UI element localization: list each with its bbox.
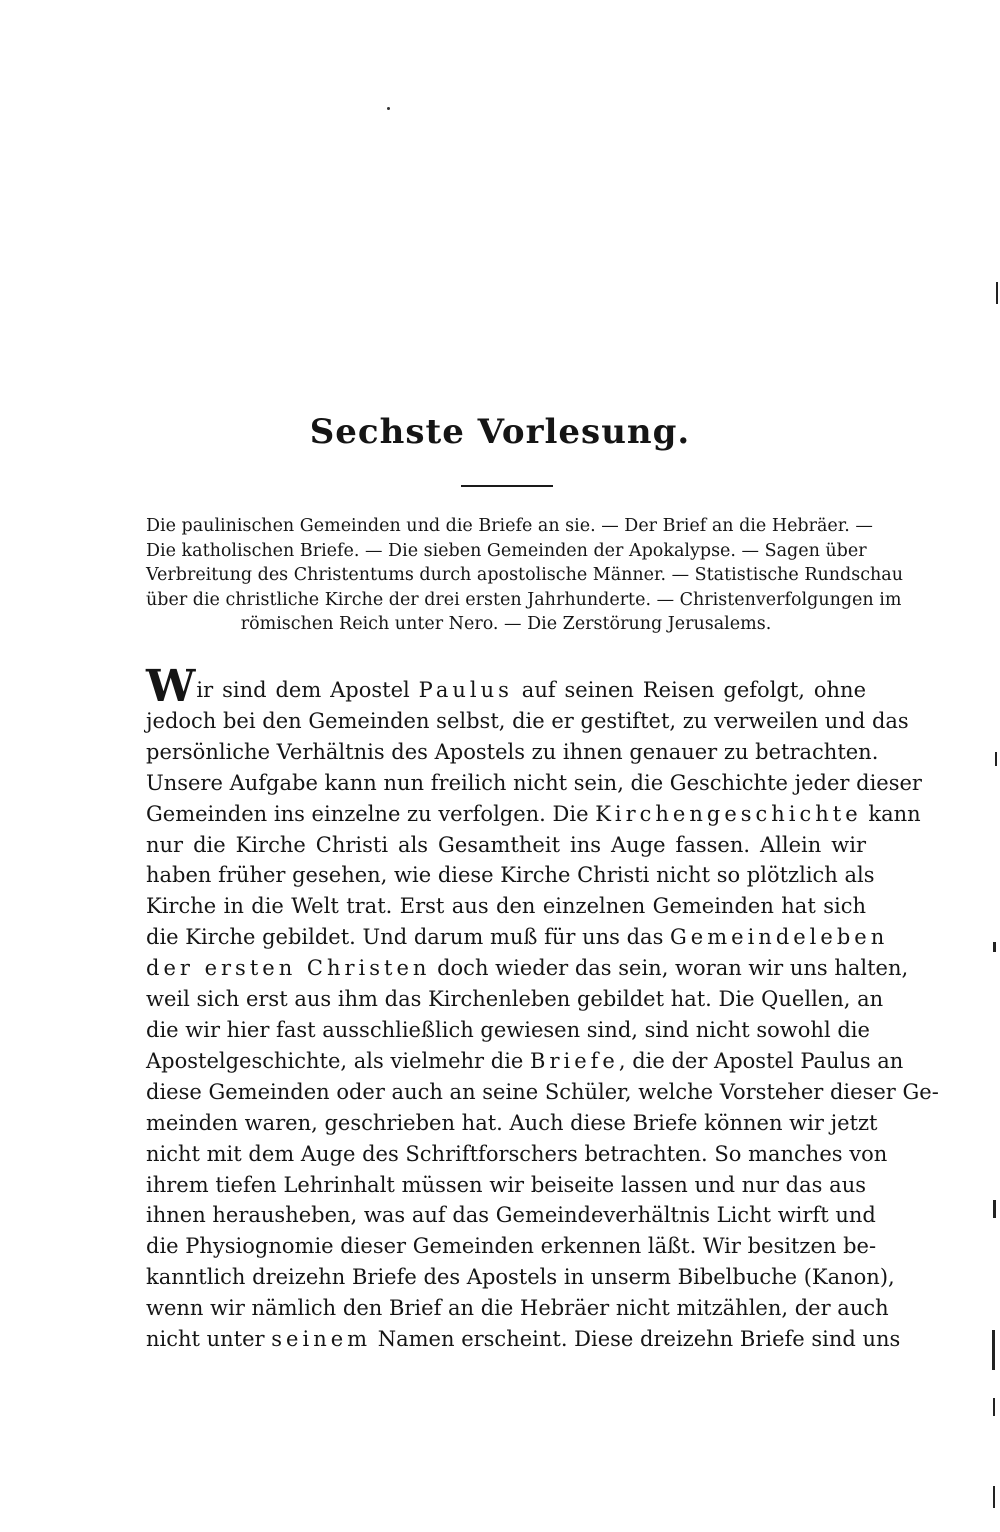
body-line: ihrem tiefen Lehrinhalt müssen wir beiseite lassen und nur das aus <box>146 1172 866 1197</box>
body-line: Kirche in die Welt trat. Erst aus den einzelnen Gemeinden hat sich <box>146 894 866 919</box>
body-text-run: auf seinen Reisen gefolgt, ohne <box>512 678 867 702</box>
chapter-title: Sechste Vorlesung. <box>309 412 691 452</box>
body-line <box>146 661 867 712</box>
emphasized-word: Briefe <box>530 1048 619 1073</box>
emphasized-word: Paulus <box>418 678 513 702</box>
scan-edge-mark <box>993 942 996 952</box>
summary-line: römischen Reich unter Nero. — Die Zerstörung Jerusalems. <box>240 614 772 634</box>
body-text-run: nicht unter <box>146 1327 272 1352</box>
summary-line: Die paulinischen Gemeinden und die Briefe an sie. — Der Brief an die Hebräer. — <box>146 516 873 536</box>
body-line: meinden waren, geschrieben hat. Auch diese Briefe können wir jetzt <box>146 1110 878 1135</box>
body-line: jedoch bei den Gemeinden selbst, die er gestiftet, zu verweilen und das <box>146 708 909 733</box>
scan-edge-mark <box>995 752 997 766</box>
body-line <box>146 922 889 953</box>
body-line: nicht mit dem Auge des Schriftforschers betrachten. So manches von <box>146 1141 888 1166</box>
body-line: wenn wir nämlich den Brief an die Hebräer nicht mitzählen, der auch <box>146 1296 889 1321</box>
body-line: die Physiognomie dieser Gemeinden erkennen läßt. Wir besitzen be- <box>146 1234 877 1259</box>
chapter-summary <box>146 514 904 637</box>
body-line: Unsere Aufgabe kann nun freilich nicht sein, die Geschichte jeder dieser <box>146 770 922 795</box>
scan-edge-mark <box>992 1330 995 1370</box>
summary-line: über die christliche Kirche der drei ersten Jahrhunderte. — Christenverfolgungen im <box>146 589 902 610</box>
scan-edge-mark <box>993 1398 995 1416</box>
scan-edge-mark <box>993 1486 995 1508</box>
page-speck <box>387 107 390 110</box>
emphasized-word: seinem <box>271 1327 372 1352</box>
drop-initial: W <box>146 661 196 712</box>
body-line: kanntlich dreizehn Briefe des Apostels in unserm Bibelbuche (Kanon), <box>146 1265 895 1290</box>
emphasized-word: Kirchengeschichte <box>595 801 862 826</box>
emphasized-word: Gemeindeleben <box>670 925 889 950</box>
body-line <box>146 799 921 830</box>
emphasized-word: der ersten Christen <box>146 956 431 981</box>
scan-edge-mark <box>993 1200 996 1218</box>
body-line: persönliche Verhältnis des Apostels zu ihnen genauer zu betrachten. <box>146 739 879 764</box>
body-line <box>146 953 909 984</box>
body-text-run: , die der Apostel Paulus an <box>618 1048 904 1073</box>
body-line: diese Gemeinden oder auch an seine Schüler, welche Vorsteher dieser Ge- <box>146 1079 939 1104</box>
body-text-run: Namen erscheint. Diese dreizehn Briefe sind uns <box>371 1327 901 1352</box>
body-text-run: Apostelgeschichte, als vielmehr die <box>146 1048 531 1073</box>
body-line: nur die Kirche Christi als Gesamtheit ins Auge fassen. Allein wir <box>146 832 866 857</box>
body-text-run: doch wieder das sein, woran wir uns halten, <box>430 956 909 981</box>
body-text-run: Gemeinden ins einzelne zu verfolgen. Die <box>146 801 596 826</box>
title-rule <box>461 485 553 487</box>
body-line <box>146 1046 904 1077</box>
body-text-run: kann <box>861 801 921 826</box>
body-text-run: die Kirche gebildet. Und darum muß für uns das <box>146 925 671 950</box>
summary-line: Verbreitung des Christentums durch apostolische Männer. — Statistische Rundschau <box>146 565 904 585</box>
body-line <box>146 1324 901 1355</box>
body-text <box>146 661 939 1355</box>
body-line: ihnen herausheben, was auf das Gemeindeverhältnis Licht wirft und <box>146 1203 876 1228</box>
summary-line: Die katholischen Briefe. — Die sieben Gemeinden der Apokalypse. — Sagen über <box>146 540 867 561</box>
body-text-run: ir sind dem Apostel <box>196 678 419 702</box>
body-line: weil sich erst aus ihm das Kirchenleben gebildet hat. Die Quellen, an <box>146 987 884 1012</box>
body-line: haben früher gesehen, wie diese Kirche Christi nicht so plötzlich als <box>146 863 875 888</box>
body-line: die wir hier fast ausschließlich gewiesen sind, sind nicht sowohl die <box>146 1017 870 1042</box>
scan-edge-mark <box>996 282 998 304</box>
